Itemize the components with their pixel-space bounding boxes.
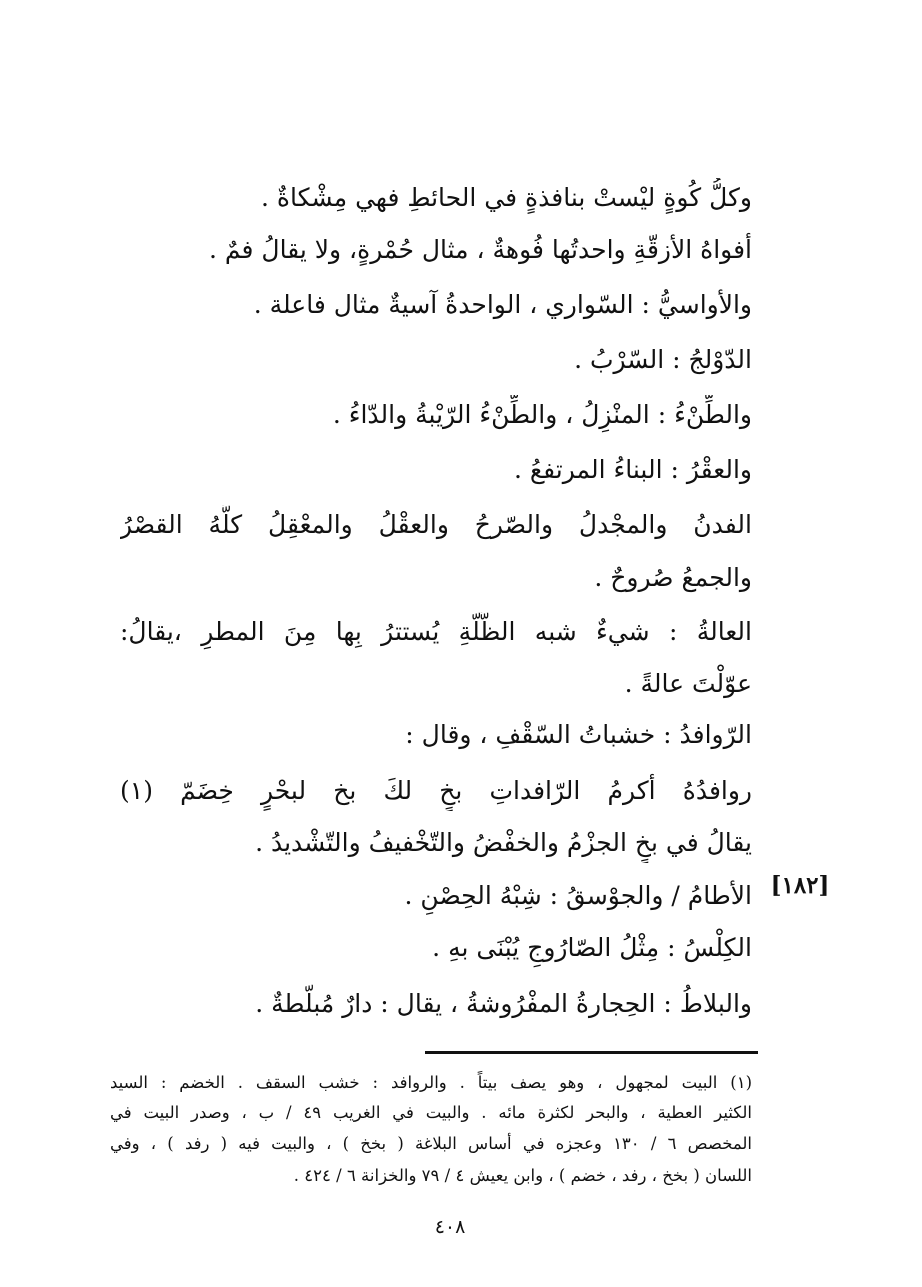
body-line-9: العالةُ : شيءٌ شبه الظُّلّةِ يُستترُ بِها مِنَ المطرِ ،يقالُ:: [120, 617, 752, 646]
body-line-5: والطِّنْءُ : المنْزِلُ ، والطِّنْءُ الرّيْبةُ والدّاءُ .: [332, 400, 752, 429]
body-line-1: وكلُّ كُوةٍ ليْستْ بنافذةٍ في الحائطِ فهي مِشْكاةٌ .: [261, 183, 752, 212]
body-line-2: أفواهُ الأزقّةِ واحدتُها فُوهةٌ ، مثال حُمْرةٍ، ولا يقالُ فمٌ .: [208, 235, 752, 264]
footnote-line-1: (١) البيت لمجهول ، وهو يصف بيتاً . والروافد : خشب السقف . الخضم : السيد: [110, 1073, 752, 1092]
footnote-line-3: المخصص ٦ / ١٣٠ وعجزه في أساس البلاغة ( بخخ ) ، والبيت فيه ( رفد ) ، وفي: [110, 1134, 752, 1153]
body-line-15: الكِلْسُ : مِثْلُ الصّارُوجِ يُبْنَى بهِ .: [432, 933, 752, 962]
body-line-10: عوّلْتَ عالةً .: [624, 669, 752, 698]
verse-line: روافدُهُ أكرمُ الرّافداتِ بخٍ لكَ بخ لبحْرٍ خِضَمّ (١): [120, 776, 752, 805]
body-line-7: الفدنُ والمجْدلُ والصّرحُ والعقْلُ والمعْقِلُ كلُّهُ القصْرُ: [120, 510, 752, 539]
body-line-6: والعقْرُ : البناءُ المرتفعُ .: [513, 455, 752, 484]
body-line-8: والجمعُ صُروحٌ .: [594, 563, 752, 592]
body-line-16: والبلاطُ : الحِجارةُ المفْرُوشةُ ، يقال : دارٌ مُبلّطةٌ .: [255, 989, 752, 1018]
body-line-13: يقالُ في بخٍ الجزْمُ والخفْضُ والتّخْفيفُ والتّشْديدُ .: [255, 828, 752, 857]
page-number: ٤٠٨: [434, 1216, 466, 1238]
footnote-line-2: الكثير العطية ، والبحر لكثرة مائه . والبيت في الغريب ٤٩ / ب ، وصدر البيت في: [110, 1103, 752, 1122]
footnote-divider: [425, 1051, 758, 1054]
margin-manuscript-number: [١٨٢]: [770, 872, 830, 899]
footnote-line-4: اللسان ( بخخ ، رفد ، خضم ) ، وابن يعيش ٤ / ٧٩ والخزانة ٦ / ٤٢٤ .: [293, 1166, 752, 1185]
body-line-11: الرّوافدُ : خشباتُ السّقْفِ ، وقال :: [405, 720, 752, 749]
body-line-14: الأطامُ / والجوْسقُ : شِبْهُ الحِصْنِ .: [404, 881, 752, 910]
body-line-4: الدّوْلجُ : السّرْبُ .: [574, 345, 752, 374]
body-line-3: والأواسيُّ : السّواري ، الواحدةُ آسيةٌ مثال فاعلة .: [253, 290, 752, 319]
